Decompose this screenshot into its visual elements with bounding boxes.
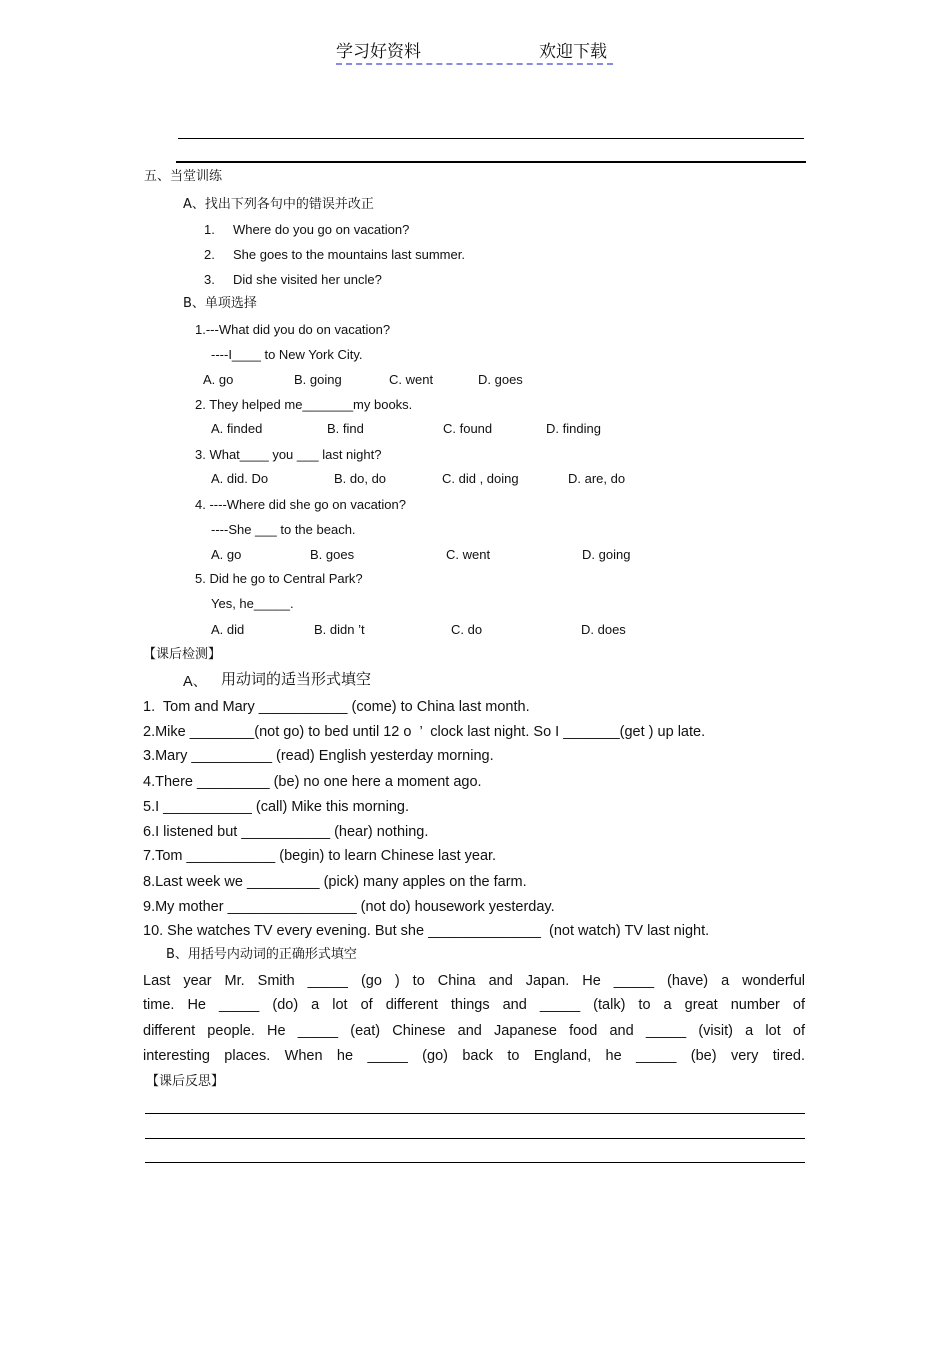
- exercise-item: 5.I ___________ (call) Mike this morning.: [143, 799, 409, 815]
- question-text: 3. What____ you ___ last night?: [195, 447, 382, 462]
- question-text: ----I____ to New York City.: [211, 347, 363, 362]
- option: B. goes: [310, 547, 355, 562]
- exercise-item: 7.Tom ___________ (begin) to learn Chinese last year.: [143, 848, 497, 864]
- homework-b-title: B、用括号内动词的正确形式填空: [166, 947, 357, 962]
- exercise-item: 9.My mother ________________ (not do) housework yesterday.: [143, 899, 555, 915]
- item-text: Did she visited her uncle?: [233, 272, 382, 287]
- option: B. didn ’t: [314, 622, 365, 637]
- option: C. went: [446, 547, 491, 562]
- exercise-item: 1. Tom and Mary ___________ (come) to China last month.: [143, 699, 530, 715]
- option: B. do, do: [334, 471, 387, 486]
- option: B. find: [327, 421, 364, 436]
- divider-thick: [176, 161, 806, 163]
- exercise-item: 2.Mike ________(not go) to bed until 12 o ’ clock last night. So I _______(get ) up late.: [143, 724, 706, 740]
- option: C. found: [443, 421, 493, 436]
- option: A. go: [211, 547, 242, 562]
- option: C. did , doing: [442, 471, 519, 486]
- exercise-item: 8.Last week we _________ (pick) many apples on the farm.: [143, 874, 527, 890]
- option: C. went: [389, 372, 434, 387]
- answer-line: [145, 1162, 805, 1163]
- part-a-title: A、找出下列各句中的错误并改正: [183, 197, 374, 212]
- exercise-item: 10. She watches TV every evening. But she ______________ (not watch) TV last night.: [143, 923, 710, 939]
- option: D. does: [581, 622, 626, 637]
- option: C. do: [451, 622, 483, 637]
- question-text: 1.---What did you do on vacation?: [195, 322, 391, 337]
- exercise-item: 3.Mary __________ (read) English yesterday morning.: [143, 748, 494, 764]
- option: D. are, do: [568, 471, 626, 486]
- option: A. go: [203, 372, 234, 387]
- homework-a-label: A、: [183, 674, 208, 690]
- divider: [178, 138, 804, 139]
- question-text: Yes, he_____.: [211, 596, 294, 611]
- answer-line: [145, 1113, 805, 1114]
- option: A. finded: [211, 421, 263, 436]
- option: A. did. Do: [211, 471, 269, 486]
- option: B. going: [294, 372, 342, 387]
- answer-line: [145, 1138, 805, 1139]
- question-text: 2. They helped me_______my books.: [195, 397, 413, 412]
- item-number: 2.: [204, 247, 215, 262]
- option: D. finding: [546, 421, 601, 436]
- option: D. goes: [478, 372, 523, 387]
- option: A. did: [211, 622, 245, 637]
- item-number: 3.: [204, 272, 215, 287]
- item-text: Where do you go on vacation?: [233, 222, 410, 237]
- paragraph-line: Last year Mr. Smith _____ (go ) to China and Japan. He _____ (have) a wonderful: [143, 973, 805, 989]
- reflection-title: 【课后反思】: [146, 1074, 225, 1089]
- paragraph-line: interesting places. When he _____ (go) back to England, he _____ (be) very tired.: [143, 1048, 805, 1064]
- header-underline: [336, 63, 613, 65]
- question-text: 4. ----Where did she go on vacation?: [195, 497, 406, 512]
- homework-title: 【课后检测】: [143, 647, 222, 662]
- item-number: 1.: [204, 222, 215, 237]
- item-text: She goes to the mountains last summer.: [233, 247, 465, 262]
- paragraph-line: time. He _____ (do) a lot of different things and _____ (talk) to a great number of: [143, 997, 805, 1013]
- part-b-title: B、单项选择: [183, 296, 257, 311]
- option: D. going: [582, 547, 631, 562]
- homework-a-title: 用动词的适当形式填空: [221, 670, 372, 688]
- paragraph-line: different people. He _____ (eat) Chinese and Japanese food and _____ (visit) a lot of: [143, 1023, 805, 1039]
- section-title: 五、当堂训练: [144, 169, 223, 184]
- header-right: 欢迎下载: [539, 42, 607, 62]
- question-text: 5. Did he go to Central Park?: [195, 571, 363, 586]
- question-text: ----She ___ to the beach.: [211, 522, 356, 537]
- exercise-item: 6.I listened but ___________ (hear) nothing.: [143, 824, 429, 840]
- exercise-item: 4.There _________ (be) no one here a moment ago.: [143, 774, 482, 790]
- header-left: 学习好资料: [336, 42, 421, 62]
